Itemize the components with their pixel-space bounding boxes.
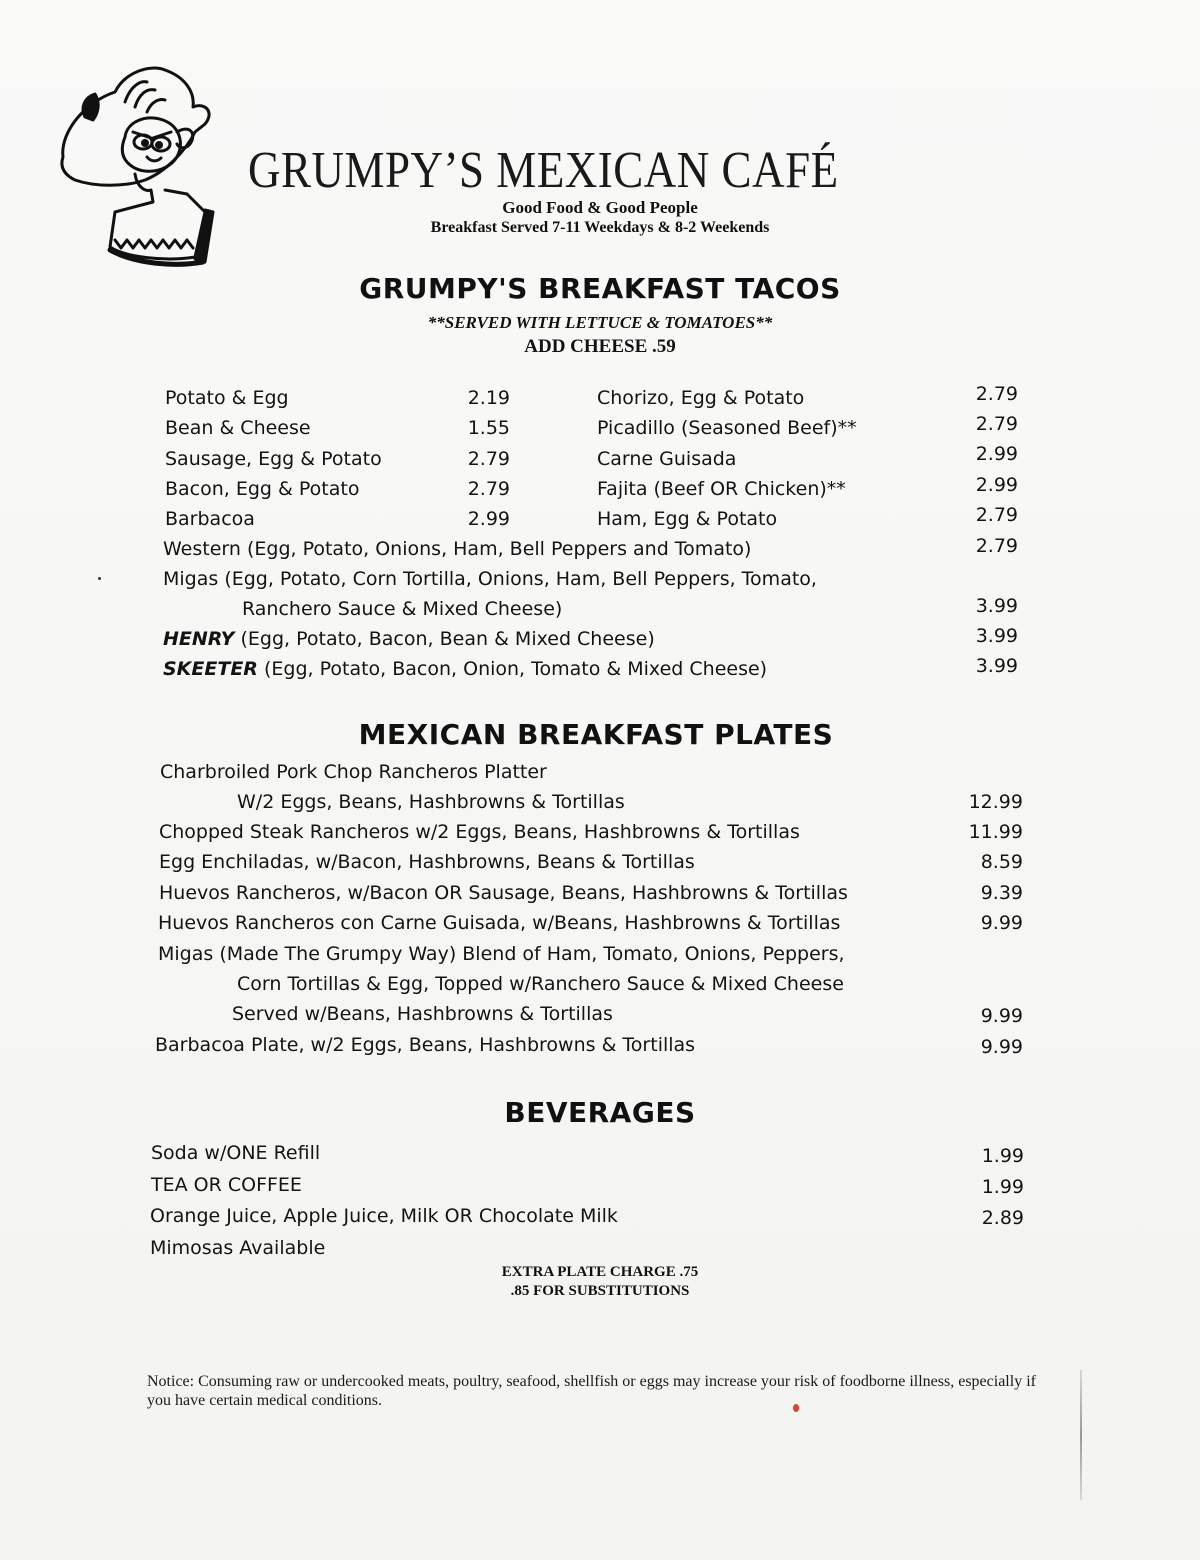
menu-item-price: 2.79 [975,383,1018,405]
menu-item: Migas (Egg, Potato, Corn Tortilla, Onions, Ham, Bell Peppers, Tomato, [163,568,817,590]
menu-item-price: 2.79 [975,535,1018,557]
menu-item: TEA OR COFFEE [151,1174,302,1196]
menu-item-price: 3.99 [975,655,1018,677]
item-nickname: SKEETER [163,658,258,680]
food-safety-notice: Notice: Consuming raw or undercooked meats, poultry, seafood, shellfish or eggs may increase your risk of foodborne illness, especially if you have certain medical conditions. [147,1373,1036,1409]
menu-item-price: 9.99 [980,912,1023,934]
menu-item-price: 1.55 [467,417,510,439]
menu-item: Barbacoa [165,508,255,530]
menu-item-continuation: Ranchero Sauce & Mixed Cheese) [242,598,563,620]
menu-item-price: 2.79 [467,478,510,500]
menu-item-price: 2.89 [981,1207,1024,1229]
menu-item-continuation: Served w/Beans, Hashbrowns & Tortillas [232,1003,613,1025]
menu-item-price: 2.79 [975,413,1018,435]
menu-item: Ham, Egg & Potato [597,508,778,530]
menu-item: Huevos Rancheros con Carne Guisada, w/Beans, Hashbrowns & Tortillas [158,912,841,934]
menu-item-price: 8.59 [980,851,1023,873]
menu-item [163,628,655,650]
menu-item-price: 9.39 [980,882,1023,904]
menu-item: Western (Egg, Potato, Onions, Ham, Bell Peppers and Tomato) [163,538,752,560]
menu-item: Chopped Steak Rancheros w/2 Eggs, Beans, Hashbrowns & Tortillas [159,821,800,843]
menu-item-price: 2.99 [975,474,1018,496]
menu-item: Soda w/ONE Refill [151,1142,321,1164]
item-description: (Egg, Potato, Bacon, Onion, Tomato & Mixed Cheese) [257,658,768,680]
menu-item-price: 1.99 [981,1145,1024,1167]
menu-item: Huevos Rancheros, w/Bacon OR Sausage, Beans, Hashbrowns & Tortillas [159,882,848,904]
section-title-tacos: GRUMPY'S BREAKFAST TACOS [359,272,841,305]
extra-plate-charge: EXTRA PLATE CHARGE .75 [501,1264,699,1280]
menu-item: Migas (Made The Grumpy Way) Blend of Ham, Tomato, Onions, Peppers, [158,943,845,965]
menu-item-price: 11.99 [968,821,1023,843]
menu-item: Barbacoa Plate, w/2 Eggs, Beans, Hashbrowns & Tortillas [155,1034,696,1056]
tagline: Good Food & Good People [502,198,698,217]
menu-item-price: 1.99 [981,1176,1024,1198]
menu-item: Potato & Egg [165,387,289,409]
item-nickname: HENRY [163,628,235,650]
breakfast-hours: Breakfast Served 7-11 Weekdays & 8-2 Weekends [430,219,770,236]
menu-item: Bean & Cheese [165,417,311,439]
menu-item-price: 2.19 [467,387,510,409]
menu-item: Charbroiled Pork Chop Rancheros Platter [160,761,547,783]
paper-dot [98,577,101,580]
menu-item-continuation: W/2 Eggs, Beans, Hashbrowns & Tortillas [237,791,625,813]
menu-item-price: 2.99 [467,508,510,530]
item-description: (Egg, Potato, Bacon, Bean & Mixed Cheese) [234,628,655,650]
menu-item: Orange Juice, Apple Juice, Milk OR Chocolate Milk [150,1205,618,1227]
menu-item-price: 9.99 [980,1036,1023,1058]
add-cheese-note: ADD CHEESE .59 [524,336,676,357]
ink-speck [793,1404,799,1412]
menu-item: Picadillo (Seasoned Beef)** [597,417,857,439]
section-title-plates: MEXICAN BREAKFAST PLATES [358,718,834,751]
menu-item-price: 2.79 [975,504,1018,526]
menu-item: Mimosas Available [150,1237,326,1259]
menu-item-price: 3.99 [975,595,1018,617]
menu-item-price: 3.99 [975,625,1018,647]
menu-item: Carne Guisada [597,448,737,470]
menu-item-price: 12.99 [968,791,1023,813]
menu-item: Fajita (Beef OR Chicken)** [597,478,846,500]
tacos-served-with: **SERVED WITH LETTUCE & TOMATOES** [427,313,773,332]
menu-item: Chorizo, Egg & Potato [597,387,805,409]
menu-item [163,658,767,680]
menu-item: Bacon, Egg & Potato [165,478,360,500]
menu-item: Sausage, Egg & Potato [165,448,382,470]
paper-edge-shadow [1080,1370,1082,1500]
section-title-beverages: BEVERAGES [504,1096,696,1129]
menu-item-price: 2.99 [975,443,1018,465]
menu-item-continuation: Corn Tortillas & Egg, Topped w/Ranchero Sauce & Mixed Cheese [237,973,844,995]
substitution-charge: .85 FOR SUBSTITUTIONS [510,1283,690,1299]
menu-item-price: 2.79 [467,448,510,470]
menu-item: Egg Enchiladas, w/Bacon, Hashbrowns, Beans & Tortillas [159,851,695,873]
menu-item-price: 9.99 [980,1005,1023,1027]
restaurant-title: GRUMPY’S MEXICAN CAFÉ [248,141,839,199]
grumpy-sombrero-mascot-icon [55,62,245,272]
